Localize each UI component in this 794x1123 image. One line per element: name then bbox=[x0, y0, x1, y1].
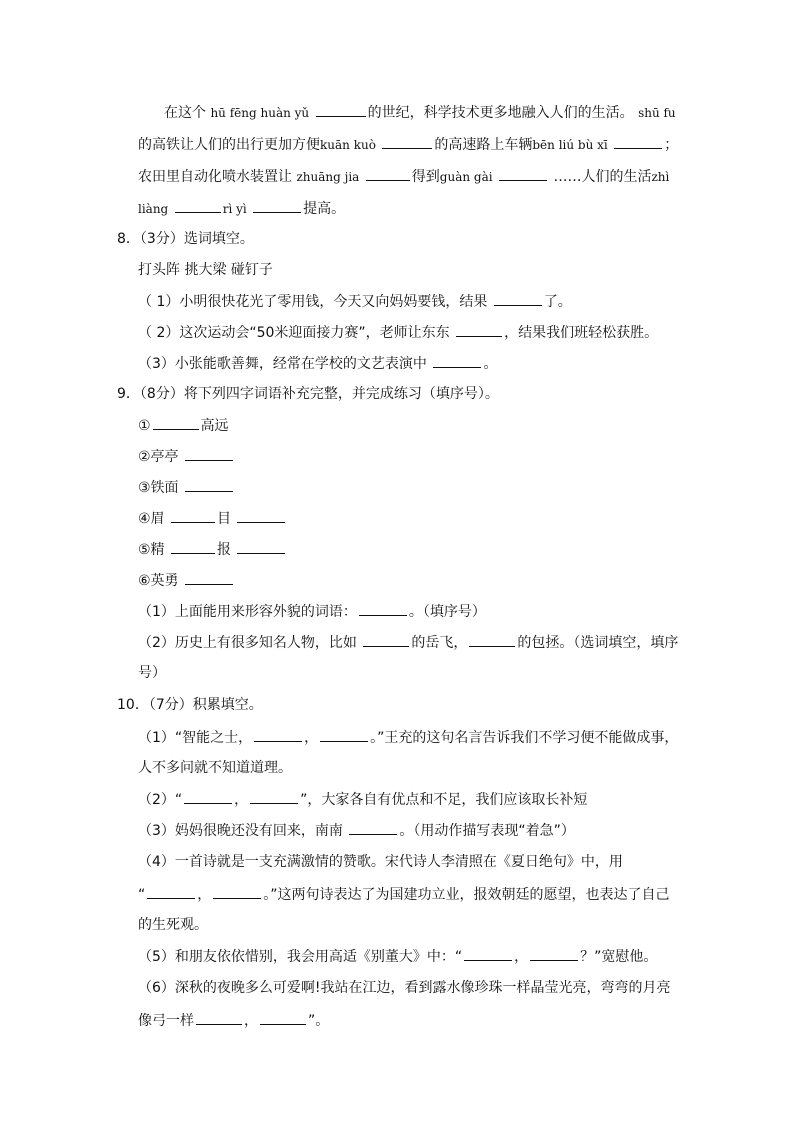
question-8-options: 打头阵 挑大梁 碰钉子 bbox=[138, 262, 273, 278]
text-segment: ⑥英勇 bbox=[138, 573, 179, 589]
answer-blank[interactable] bbox=[175, 198, 221, 213]
answer-blank[interactable] bbox=[530, 946, 578, 961]
text-segment: 目 bbox=[217, 511, 232, 527]
text-segment: （ 1）小明很快花光了零用钱，今天又向妈妈要钱，结果 bbox=[138, 294, 488, 310]
text-segment: ……人们的生活 bbox=[553, 169, 652, 185]
question-9-sub-1 bbox=[138, 601, 486, 621]
text-segment: ⑤精 bbox=[138, 542, 165, 558]
answer-blank[interactable] bbox=[253, 198, 301, 213]
paragraph-line-3 bbox=[138, 166, 669, 186]
text-segment: 农田里自动化喷水装置让 bbox=[138, 169, 292, 185]
answer-blank[interactable] bbox=[171, 508, 215, 523]
question-10-title: 10．（7分）积累填空。 bbox=[117, 697, 263, 713]
answer-blank[interactable] bbox=[184, 789, 232, 804]
text-segment: （ 2）这次运动会“50米迎面接力赛”，老师让东东 bbox=[138, 325, 450, 341]
answer-blank[interactable] bbox=[363, 632, 409, 647]
question-8-item-3 bbox=[138, 353, 497, 373]
text-segment: ， bbox=[244, 1013, 258, 1029]
question-10-item-2 bbox=[138, 789, 587, 809]
answer-blank[interactable] bbox=[237, 508, 285, 523]
text-segment: 提高。 bbox=[303, 201, 346, 217]
pinyin-hint: guàn gài bbox=[439, 170, 493, 184]
answer-blank[interactable] bbox=[185, 570, 233, 585]
question-10-item-1 bbox=[138, 727, 678, 747]
text-segment: 的岳飞， bbox=[411, 635, 468, 651]
text-segment: 的高速路上车辆 bbox=[434, 137, 533, 153]
text-segment: 像弓一样 bbox=[138, 1013, 194, 1029]
text-segment: 在这个 bbox=[164, 105, 206, 121]
question-9-word-6 bbox=[138, 570, 235, 590]
question-10-item-6-cont bbox=[138, 1010, 329, 1030]
answer-blank[interactable] bbox=[456, 322, 502, 337]
text-segment: （6）深秋的夜晚多么可爱啊!我站在江边，看到露水像珍珠一样晶莹光亮，弯弯的月亮 bbox=[138, 980, 671, 996]
answer-blank[interactable] bbox=[464, 946, 512, 961]
question-9-word-2 bbox=[138, 446, 235, 466]
answer-blank[interactable] bbox=[171, 539, 215, 554]
pinyin-hint: rì yì bbox=[222, 202, 247, 216]
paragraph-line-2 bbox=[138, 134, 678, 154]
answer-blank[interactable] bbox=[260, 1010, 306, 1025]
pinyin-hint: hū fēng huàn yǔ bbox=[210, 106, 310, 120]
text-segment: ④眉 bbox=[138, 511, 165, 527]
pinyin-hint: zhì bbox=[651, 170, 670, 184]
pinyin-hint: zhuāng jia bbox=[296, 170, 360, 184]
text-segment: 。 bbox=[483, 356, 498, 372]
answer-blank[interactable] bbox=[185, 446, 233, 461]
text-segment: （4）一首诗就是一支充满激情的赞歌。宋代诗人李清照在《夏日绝句》中，用 bbox=[138, 854, 623, 870]
text-segment: ②亭亭 bbox=[138, 449, 179, 465]
text-segment: ”。 bbox=[308, 1013, 330, 1029]
question-10-item-5 bbox=[138, 946, 657, 966]
pinyin-hint: bēn liú bù xī bbox=[532, 138, 608, 152]
answer-blank[interactable] bbox=[316, 102, 366, 117]
answer-blank[interactable] bbox=[382, 134, 432, 149]
text-segment: 高远 bbox=[200, 418, 229, 434]
text-segment: （5）和朋友依依惜别，我会用高适《别董大》中：“ bbox=[138, 949, 463, 965]
pinyin-hint: kuān kuò bbox=[320, 138, 376, 152]
paragraph-line-4 bbox=[138, 198, 345, 218]
question-9-word-4 bbox=[138, 508, 287, 528]
question-8-item-2 bbox=[138, 322, 658, 342]
text-segment: ； bbox=[664, 137, 679, 153]
question-9-word-3 bbox=[138, 477, 235, 497]
text-segment: 。（用动作描写表现“着急”） bbox=[399, 823, 575, 839]
question-9-word-5 bbox=[138, 539, 287, 559]
text-segment: （3）妈妈很晚还没有回来，南南 bbox=[138, 823, 343, 839]
question-10-item-6 bbox=[138, 978, 671, 998]
question-10-item-4-cont bbox=[138, 884, 670, 904]
answer-blank[interactable] bbox=[469, 632, 515, 647]
text-segment: “ bbox=[138, 887, 146, 903]
text-segment: （2）“ bbox=[138, 792, 183, 808]
answer-blank[interactable] bbox=[237, 539, 285, 554]
answer-blank[interactable] bbox=[359, 601, 407, 616]
answer-blank[interactable] bbox=[499, 166, 547, 181]
text-segment: ③铁面 bbox=[138, 480, 179, 496]
text-segment: ， bbox=[197, 887, 212, 903]
question-9-sub-2 bbox=[138, 632, 678, 652]
text-segment: （3）小张能歌善舞，经常在学校的文艺表演中 bbox=[138, 356, 427, 372]
text-segment: （1）“智能之士， bbox=[138, 730, 253, 746]
question-10-item-3 bbox=[138, 820, 575, 840]
text-segment: ， bbox=[514, 949, 529, 965]
text-segment: ， bbox=[234, 792, 249, 808]
question-8-title: 8．（3分）选词填空。 bbox=[117, 231, 254, 247]
pinyin-hint: shū fu bbox=[638, 106, 676, 120]
paragraph-line-1 bbox=[164, 102, 676, 122]
answer-blank[interactable] bbox=[366, 166, 410, 181]
text-segment: 的包拯。（选词填空，填序 bbox=[517, 635, 679, 651]
question-10-item-1-cont: 人不多问就不知道道理。 bbox=[138, 760, 292, 776]
question-10-item-4-end: 的生死观。 bbox=[138, 917, 208, 933]
text-segment: （1）上面能用来形容外貌的词语： bbox=[138, 604, 357, 620]
text-segment: ① bbox=[138, 418, 151, 434]
answer-blank[interactable] bbox=[614, 134, 662, 149]
answer-blank[interactable] bbox=[213, 884, 261, 899]
text-segment: 的高铁让人们的出行更加方便 bbox=[138, 137, 320, 153]
pinyin-hint: liàng bbox=[138, 202, 169, 216]
text-segment: 。（填序号） bbox=[408, 604, 486, 620]
text-segment: ”，大家各自有优点和不足，我们应该取长补短 bbox=[300, 792, 588, 808]
answer-blank[interactable] bbox=[250, 789, 298, 804]
answer-blank[interactable] bbox=[147, 884, 195, 899]
answer-blank[interactable] bbox=[185, 477, 233, 492]
answer-blank[interactable] bbox=[196, 1010, 242, 1025]
answer-blank[interactable] bbox=[349, 820, 397, 835]
question-9-word-1 bbox=[138, 415, 229, 435]
question-10-item-4 bbox=[138, 852, 623, 872]
text-segment: 。”王充的这句名言告诉我们不学习便不能做成事， bbox=[370, 730, 679, 746]
answer-blank[interactable] bbox=[433, 353, 481, 368]
text-segment: 报 bbox=[217, 542, 232, 558]
text-segment: （2）历史上有很多知名人物，比如 bbox=[138, 635, 357, 651]
text-segment: ？”宽慰他。 bbox=[580, 949, 658, 965]
text-segment: 。”这两句诗表达了为国建功立业，报效朝廷的愿望，也表达了自己 bbox=[263, 887, 670, 903]
question-9-title: 9．（8分）将下列四字词语补充完整，并完成练习（填序号）。 bbox=[117, 386, 499, 402]
answer-blank[interactable] bbox=[494, 291, 542, 306]
answer-blank[interactable] bbox=[320, 727, 368, 742]
answer-blank[interactable] bbox=[153, 415, 199, 430]
text-segment: 的世纪，科学技术更多地融入人们的生活。 bbox=[367, 105, 634, 121]
answer-blank[interactable] bbox=[254, 727, 302, 742]
text-segment: 得到 bbox=[411, 169, 440, 185]
text-segment: 了。 bbox=[543, 294, 572, 310]
question-8-item-1 bbox=[138, 291, 572, 311]
text-segment: ，结果我们班轻松获胜。 bbox=[504, 325, 659, 341]
text-segment: ， bbox=[304, 730, 319, 746]
question-9-sub-2-cont: 号） bbox=[138, 665, 166, 681]
